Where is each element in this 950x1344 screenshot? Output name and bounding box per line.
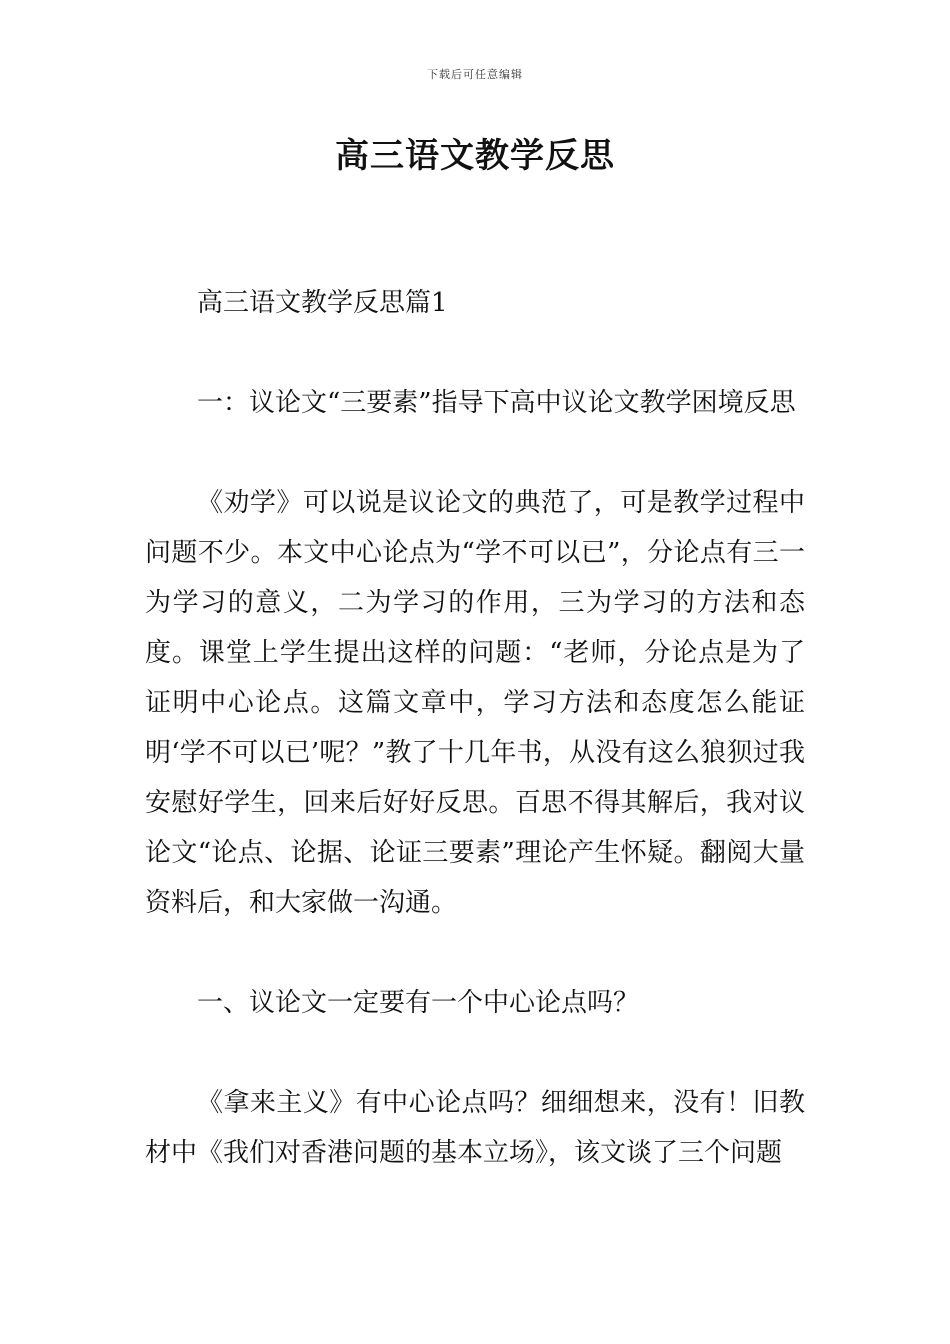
section-heading: 高三语文教学反思篇1	[197, 288, 448, 318]
body-paragraph: 《拿来主义》有中心论点吗？细细想来，没有！旧教材中《我们对香港问题的基本立场》，该文谈了三个问题	[145, 1088, 805, 1168]
document-body	[145, 278, 805, 1178]
body-paragraph: 《劝学》可以说是议论文的典范了，可是教学过程中问题不少。本文中心论点为“学不可以已”，分论点有三一为学习的意义，二为学习的作用，三为学习的方法和态度。课堂上学生提出这样的问题：“老师，分论点是为了证明中心论点。这篇文章中，学习方法和态度怎么能证明‘学不可以已’呢？”教了十几年书，从没有这么狼狈过我安慰好学生，回来后好好反思。百思不得其解后，我对议论文“论点、论据、论证三要素”理论产生怀疑。翻阅大量资料后，和大家做一沟通。	[145, 488, 805, 918]
header-note: 下载后可任意编辑	[427, 68, 523, 81]
document-title: 高三语文教学反思	[335, 136, 615, 176]
question-heading: 一、议论文一定要有一个中心论点吗？	[197, 988, 640, 1018]
subheading: 一：议论文“三要素”指导下高中议论文教学困境反思	[197, 388, 796, 418]
